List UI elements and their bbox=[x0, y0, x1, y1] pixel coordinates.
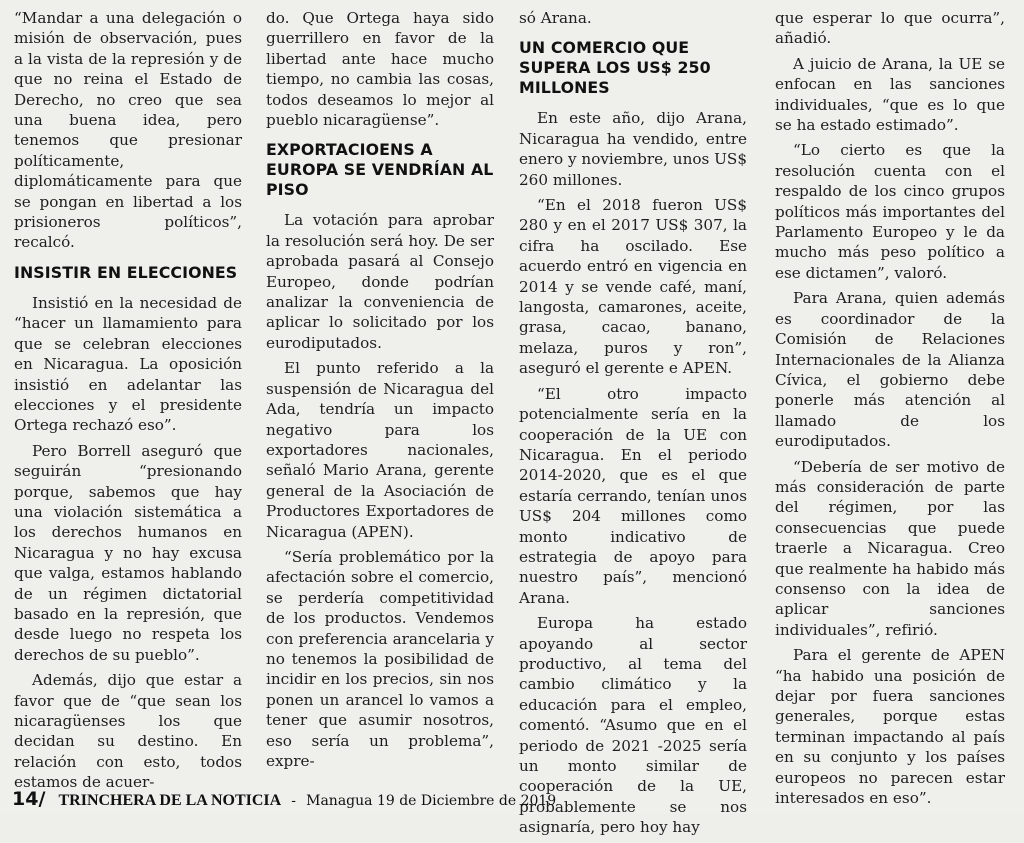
article-paragraph: Europa ha estado apoyando al sector productivo, al tema del cambio climático y la educación para el empleo, comentó. “Asumo que en el periodo de 2021 -2025 sería un monto similar de cooperación de la UE, probablemente se nos asignaría, pero hoy hay bbox=[519, 614, 747, 837]
article-paragraph: En este año, dijo Arana, Nicaragua ha vendido, entre enero y noviembre, unos US$ 260 millones. bbox=[519, 109, 747, 189]
article-paragraph: A juicio de Arana, la UE se enfocan en las sanciones individuales, “que es lo que se ha estado estimado”. bbox=[775, 54, 1005, 135]
article-paragraph: “Mandar a una delegación o misión de observación, pues a la vista de la represión y de que no reina el Estado de Derecho, no creo que sea una buena idea, pero tenemos que presionar políticamente, diplomáticamente para que se pongan en libertad a los prisioneros políticos”, recalcó. bbox=[14, 9, 242, 252]
article-column-4 bbox=[775, 8, 1005, 813]
article-paragraph: Además, dijo que estar a favor que de “que sean los nicaragüenses los que decidan su destino. En relación con esto, todos estamos de acuer- bbox=[14, 671, 242, 792]
article-paragraph: “En el 2018 fueron US$ 280 y en el 2017 US$ 307, la cifra ha oscilado. Ese acuerdo entró en vigencia en 2014 y se vende café, maní, langosta, camarones, aceite, grasa, cacao, banano, melaza, puros y ron”, aseguró el gerente e APEN. bbox=[519, 196, 747, 378]
section-heading: EXPORTACIOENS A EUROPA SE VENDRÍAN AL PISO bbox=[266, 140, 494, 200]
article-paragraph: El punto referido a la suspensión de Nicaragua del Ada, tendría un impacto negativo para los exportadores nacionales, señaló Mario Arana, gerente general de la Asociación de Productores Exportadores de Nicaragua (APEN). bbox=[266, 359, 494, 541]
publication-name: TRINCHERA DE LA NOTICIA bbox=[58, 792, 282, 809]
article-paragraph: La votación para aprobar la resolución será hoy. De ser aprobada pasará al Consejo Europeo, donde podrían analizar la conveniencia de aplicar lo solicitado por los eurodiputados. bbox=[266, 211, 494, 352]
article-paragraph: que esperar lo que ocurra”, añadió. bbox=[775, 9, 1005, 48]
page-footer bbox=[12, 788, 556, 810]
article-paragraph: Para Arana, quien además es coordinador de la Comisión de Relaciones Internacionales de la Alianza Cívica, el gobierno debe ponerle más atención al llamado de los eurodiputados. bbox=[775, 289, 1005, 451]
footer-separator: - bbox=[291, 793, 297, 809]
section-heading: UN COMERCIO QUE SUPERA LOS US$ 250 MILLONES bbox=[519, 38, 711, 98]
article-column-3 bbox=[519, 8, 747, 843]
section-heading: INSISTIR EN ELECCIONES bbox=[14, 262, 238, 282]
dateline: Managua 19 de Diciembre de 2019 bbox=[306, 793, 557, 809]
article-paragraph: “Sería problemático por la afectación sobre el comercio, se perdería competitividad de los productos. Vendemos con preferencia arancelaria y no tenemos la posibilidad de incidir en los precios, sin nos ponen un arancel lo vamos a tener que asumir nosotros, eso sería un problema”, expre- bbox=[266, 547, 494, 770]
article-column-2 bbox=[266, 8, 494, 776]
article-paragraph: “Debería de ser motivo de más consideración de parte del régimen, por las consecuencias que puede traerle a Nicaragua. Creo que realmente ha habido más consenso con la idea de aplicar sanciones individuales”, refirió. bbox=[775, 457, 1005, 639]
article-paragraph: Pero Borrell aseguró que seguirán “presionando porque, sabemos que hay una violación sistemática a los derechos humanos en Nicaragua y no hay excusa que valga, estamos hablando de un régimen dictatorial basado en la represión, que desde luego no respeta los derechos de su pueblo”. bbox=[14, 441, 242, 664]
article-column-1 bbox=[14, 8, 242, 798]
article-paragraph: Para el gerente de APEN “ha habido una posición de dejar por fuera sanciones generales, porque estas terminan impactando al país en su conjunto y los países europeos no parecen estar interesados en eso”. bbox=[775, 646, 1005, 808]
article-paragraph: do. Que Ortega haya sido guerrillero en favor de la libertad ante hace mucho tiempo, no cambia las cosas, todos deseamos lo mejor al pueblo nicaragüense”. bbox=[266, 9, 494, 130]
article-paragraph: “El otro impacto potencialmente sería en la cooperación de la UE con Nicaragua. En el periodo 2014-2020, que es el que estaría cerrando, tenían unos US$ 204 millones como monto indicativo de estrategia de apoyo para nuestro país”, mencionó Arana. bbox=[519, 384, 747, 607]
article-paragraph: só Arana. bbox=[519, 9, 592, 27]
page-number: 14/ bbox=[12, 788, 46, 810]
article-paragraph: “Lo cierto es que la resolución cuenta con el respaldo de los cinco grupos políticos más importantes del Parlamento Europeo y le da mucho más peso político a ese dictamen”, valoró. bbox=[775, 141, 1005, 282]
article-paragraph: Insistió en la necesidad de “hacer un llamamiento para que se celebran elecciones en Nicaragua. La oposición insistió en adelantar las elecciones y el presidente Ortega rechazó eso”. bbox=[14, 293, 242, 435]
